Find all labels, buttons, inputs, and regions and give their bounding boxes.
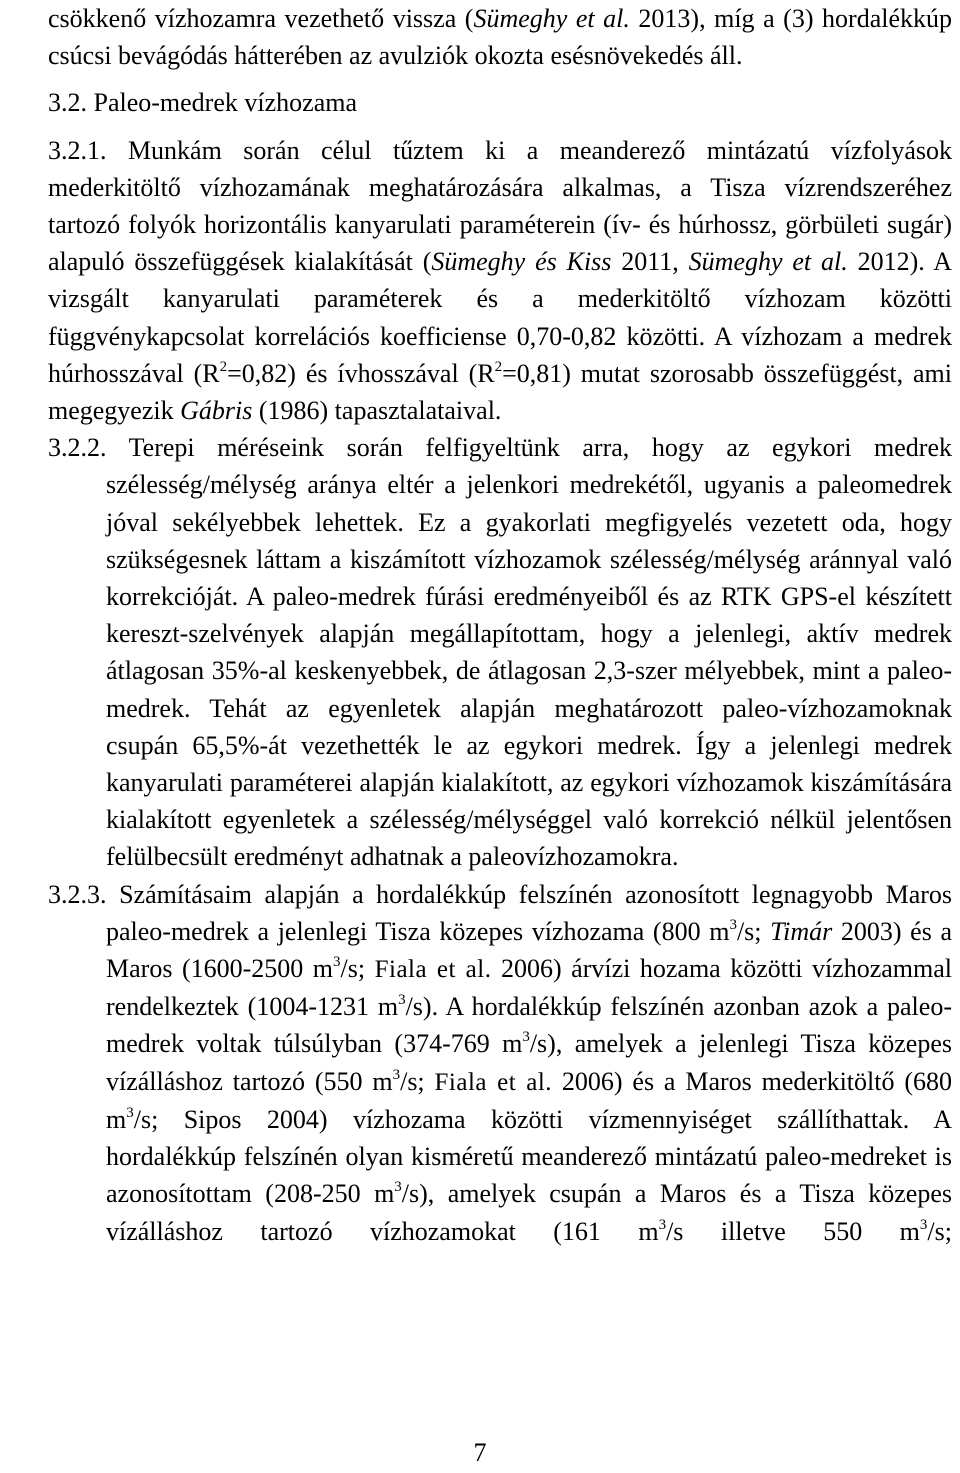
superscript: 2 (219, 358, 228, 375)
intro-text: 2013), míg a (3) hordalékkúp csúcsi bevágódás hátterében az avulziók okozta esésnövekedés áll. (48, 4, 952, 71)
paragraph-text: /s), amelyek csupán a Maros és a Tisza közepes vízálláshoz tartozó vízhozamokat (161 m (106, 1179, 952, 1246)
superscript: 3 (729, 916, 737, 933)
citation-author: Sümeghy és Kiss (431, 247, 612, 277)
paragraph-text: 2006) és a Maros mederkitöltő (680 m (106, 1066, 952, 1134)
superscript: 3 (394, 1179, 402, 1196)
page-number: 7 (473, 1438, 487, 1467)
paragraph-number: 3.2.1. (48, 135, 107, 165)
paragraph-3-2-3 (48, 876, 952, 1250)
document-page (48, 0, 952, 1250)
paragraph-number: 3.2.2. (48, 433, 107, 463)
citation-author: Timár (770, 916, 833, 946)
paragraph-text: /s; (736, 916, 771, 946)
superscript: 3 (919, 1216, 928, 1233)
paragraph-text: Számításaim alapján a hordalékkúp felszínén azonosított legnagyobb Maros paleo-medrek a jelenlegi Tisza közepes vízhozama (800 m (106, 879, 953, 946)
paragraph-3-2-2 (48, 429, 952, 875)
paragraph-text: /s; Sipos 2004) vízhozama közötti vízmennyiséget szállíthattak. A hordalékkúp felszínén olyan kisméretű meanderező mintázatú paleo-medreket is azonosítottam (208-250 m (106, 1104, 952, 1209)
paragraph-text: Terepi méréseink során felfigyeltünk arra, hogy az egykori medrek szélesség/mélység aránya eltér a jelenkori medrekétől, ugyanis a paleomedrek jóval sekélyebbek lehettek. Ez a gyakorlati megfigyelés vezetett oda, hogy szükségesnek láttam a kiszámított vízhozamok szélesség/mélység aránnyal való korrekcióját. A paleo-medrek fúrási eredményeiből és az RTK GPS-el készített kereszt-szelvények alapján megállapítottam, hogy a jelenlegi, aktív medrek átlagosan 35%-al keskenyebbek, de átlagosan 2,3-szer mélyebbek, mint a paleo-medrek. Tehát az egyenletek alapján meghatározott paleo-vízhozamoknak csupán 65,5%-át vezethették le az egykori medrek. Így a jelenlegi medrek kanyarulati paraméterei alapján kialakított, az egykori vízhozamok kiszámítására kialakított egyenletek a szélesség/mélységgel való korrekció nélkül jelentősen felülbecsült eredményt adhatnak a paleovízhozamokra. (106, 433, 953, 872)
citation-author: Fiala et al. (434, 1068, 553, 1096)
paragraph-text: 2012). A vizsgált kanyarulati paraméterek és a mederkitöltő vízhozam közötti függvénykapcsolat korrelációs koefficiense 0,70-0,82 közötti. A vízhozam a medrek húrhosszával (R (48, 247, 952, 388)
paragraph-text: 2003) és a Maros (1600-2500 m (106, 916, 952, 984)
section-heading: 3.2. Paleo-medrek vízhozama (48, 88, 357, 118)
superscript: 3 (126, 1104, 134, 1121)
superscript: 3 (333, 954, 341, 971)
superscript: 3 (392, 1066, 401, 1083)
superscript: 3 (658, 1216, 667, 1233)
paragraph-number: 3.2.3. (48, 879, 107, 909)
paragraph-text: /s; (927, 1216, 952, 1246)
paragraph-text: /s illetve 550 m (666, 1216, 920, 1246)
superscript: 3 (522, 1029, 530, 1046)
paragraph-text: /s; (340, 954, 375, 984)
paragraph-text: =0,82) és ívhosszával (R (227, 358, 495, 388)
citation-author: Fiala et al. (374, 956, 492, 984)
paragraph-text: /s), amelyek a jelenlegi Tisza közepes vízálláshoz tartozó (550 m (106, 1029, 952, 1096)
superscript: 2 (494, 358, 503, 375)
paragraph-text: (1986) tapasztalataival. (252, 396, 502, 426)
citation-author: Sümeghy et al. (473, 4, 630, 33)
paragraph-text: =0,81) mutat szorosabb összefüggést, ami megegyezik (48, 358, 952, 426)
paragraph-text: 2006) árvízi hozama közötti vízhozammal rendelkeztek (1004-1231 m (106, 954, 952, 1022)
paragraph-text: 2011, (611, 247, 689, 277)
paragraph-text: /s). A hordalékkúp felszínén azonban azok a paleo-medrek voltak túlsúlyban (374-769 m (106, 992, 952, 1059)
citation-author: Sümeghy et al. (688, 247, 848, 277)
superscript: 3 (398, 992, 406, 1009)
intro-text: csökkenő vízhozamra vezethető vissza ( (48, 4, 474, 33)
paragraph-text: Munkám során célul tűztem ki a meanderező mintázatú vízfolyások mederkitöltő vízhozamának meghatározására alkalmas, a Tisza vízrendszeréhez tartozó folyók horizontális kanyarulati paraméterein (ív- és húrhossz, görbületi sugár) alapuló összefüggések kialakítását ( (48, 135, 953, 277)
citation-author: Gábris (180, 396, 253, 426)
paragraph-text: /s; (400, 1066, 435, 1096)
paragraph-3-2-1 (48, 132, 952, 430)
intro-paragraph (48, 0, 952, 74)
